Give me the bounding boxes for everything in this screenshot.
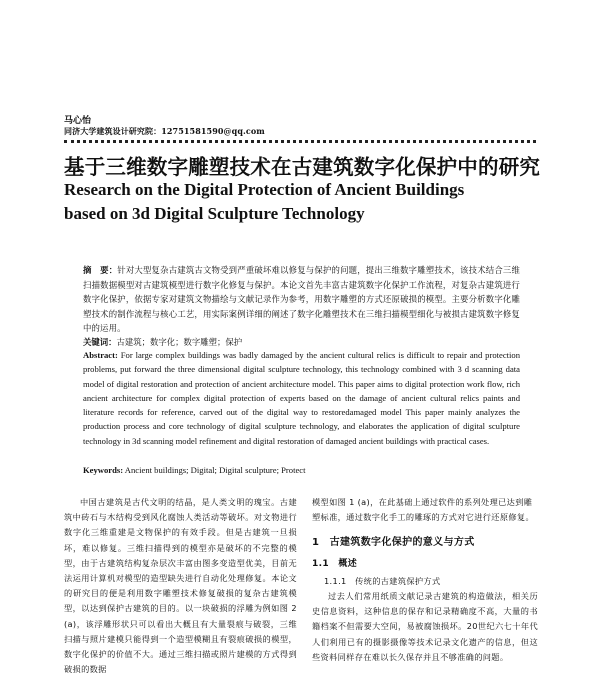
abstract-chinese-label: 摘 要： bbox=[83, 265, 118, 275]
keywords-chinese-text: 古建筑；数字化；数字雕塑；保护 bbox=[116, 337, 243, 347]
abstract-chinese bbox=[83, 263, 520, 336]
abstract-english-label: Abstract: bbox=[83, 350, 118, 360]
section-heading: 1 古建筑数字化保护的意义与方式 bbox=[312, 537, 475, 549]
abstract-english-text: For large complex buildings was badly damaged by the ancient cultural relics is difficult to repair and protection problems, put forward the three dimensional digital sculpture technology, this technology combined with 3 d scanning data model of digital restoration and protection of ancient architecture model. This paper aims to digital protection work flow, rich ancient architecture for complex digital protection of experts based on the damage of ancient cultural relics paints and literature records for reference, carved out of the digital way to restoredamaged model This paper mainly analyzes the production process and core technology of digital sculpture technology, and elaborates the application of digital sculpture technology in 3d scanning model refinement and digital restoration of damaged ancient buildings with practical cases. bbox=[83, 350, 521, 446]
title-english bbox=[64, 178, 484, 226]
abstract-chinese-text: 针对大型复杂古建筑古文物受到严重破坏难以修复与保护的问题，提出三维数字雕塑技术，该技术结合三维扫描数据模型对古建筑模型进行数字化修复与保护。本论文首先丰富古建筑数字化保护工作流程，对复杂古建筑进行数字化保护，依据专家对建筑文物描绘与文献记录作为参考，用数字雕塑的方式还原破损的模型。主要分析数字化雕塑技术的制作流程与核心工艺，用实际案例详细的阐述了数字化雕塑技术在三维扫描模型细化与被损古建筑数字修复中的运用。 bbox=[83, 265, 520, 334]
body-left-column bbox=[64, 495, 297, 677]
title-english-line2: based on 3d Digital Sculpture Technology bbox=[64, 204, 365, 223]
author-name: 马心怡 bbox=[64, 116, 92, 126]
keywords-chinese-label: 关键词： bbox=[83, 337, 117, 347]
body-left-paragraph: 中国古建筑是古代文明的结晶，是人类文明的瑰宝。古建筑中砖石与木结构受到风化腐蚀人类活动等破坏。对文物进行数字化三维重建是文物保护的有效手段。但是古建筑一旦损坏，难以修复。三维扫描得到的模型亦是破坏的不完整的模型，由于古建筑结构复杂层次丰富由图多变造型优美，目前无法运用计算机对模型的造型缺失进行自动化处理修复。本论文的研究目的便是利用数字雕塑技术修复破损的复杂古建筑模型，以达到保护古建筑的目的。以一块破损的浮雕为例如图 2 (a)，该浮雕形状只可以看出大概且有大量裂痕与破裂，三维扫描与照片建模只能得到一个造型模糊且有裂痕破损的模型，数字化保护的价值不大。通过三维扫描或照片建模的方式得到破损的数据 bbox=[64, 497, 297, 675]
keywords-english-text: Ancient buildings; Digital; Digital sculpture; Protect bbox=[124, 465, 306, 475]
header-divider bbox=[64, 140, 536, 143]
subsubsection-heading: 1.1.1 传统的古建筑保护方式 bbox=[324, 575, 441, 586]
author-affiliation: 同济大学建筑设计研究院：12751581590@qq.com bbox=[64, 126, 265, 136]
body-right-intro: 模型如图 1 (a)，在此基础上通过软件的系列处理已达到雕塑标准，通过数字化手工的雕琢的方式对它进行还原修复。 bbox=[312, 497, 534, 523]
keywords-chinese bbox=[83, 336, 520, 348]
title-chinese: 基于三维数字雕塑技术在古建筑数字化保护中的研究 bbox=[64, 155, 541, 179]
keywords-english bbox=[83, 465, 520, 475]
body-right-paragraph: 过去人们常用纸质文献记录古建筑的构造做法，相关历史信息资料，这种信息的保存和记录精确度不高，大量的书籍档案不但需要大空间，易被腐蚀损坏。20世纪六七十年代人们利用已有的摄影摄像等技术记录文化遗产的信息，但这些资料同样存在难以长久保存并且不够准确的问题。 bbox=[312, 591, 538, 662]
subsection-heading: 1.1 概述 bbox=[312, 558, 358, 569]
keywords-english-label: Keywords: bbox=[83, 465, 124, 475]
body-right-column bbox=[312, 495, 538, 665]
title-english-line1: Research on the Digital Protection of Ancient Buildings bbox=[64, 180, 465, 199]
abstract-english bbox=[83, 348, 520, 448]
